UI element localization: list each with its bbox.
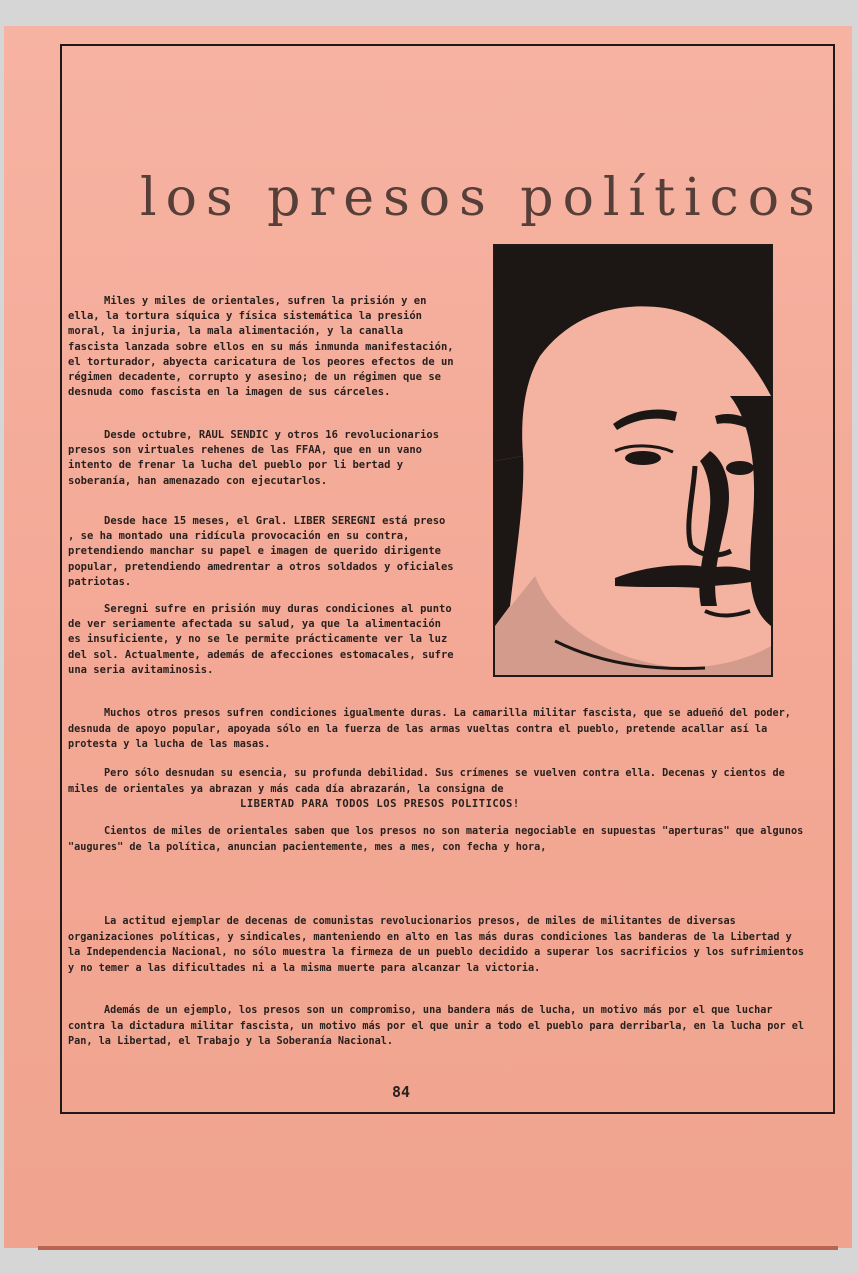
column-paragraph-4 <box>68 602 456 678</box>
bleed-through-text: ⠀ <box>440 92 479 143</box>
page-number: 84 <box>392 1083 411 1101</box>
column-paragraph-1 <box>68 294 456 400</box>
body-paragraph-8 <box>68 914 808 976</box>
woodcut-portrait-drawing <box>495 246 771 675</box>
paragraph-text: Desde hace 15 meses, el Gral. LIBER SEREGNI está preso , se ha montado una ridícula provocación en su contra, pretendiendo manchar su papel e imagen de querido dirigente popular, pretendiendo amedrentar a otros soldados y oficiales patriotas. <box>68 515 454 588</box>
paragraph-text: Además de un ejemplo, los presos son un compromiso, una bandera más de lucha, un motivo más por el que luchar contra la dictadura militar fascista, un motivo más por el que unir a todo el pueblo para derribarla, en la lucha por el Pan, la Libertad, el Trabajo y la Soberanía Nacional. <box>68 1005 805 1048</box>
paragraph-text: Pero sólo desnudan su esencia, su profunda debilidad. Sus crímenes se vuelven contra ella. Decenas y cientos de miles de orientales ya abrazan y más cada día abrazarán, la consigna de <box>68 768 785 795</box>
paragraph-text: Miles y miles de orientales, sufren la prisión y en ella, la tortura síquica y física sistemática la presión moral, la injuria, la mala alimentación, y la canalla fascista lanzada sobre ellos en su más inmunda manifestación, el torturador, abyecta caricatura de los peores efectos de un régimen decadente, corrupto y asesino; de un régimen que se desnuda como fascista en la imagen de sus cárceles. <box>68 295 454 399</box>
paper-bottom-edge <box>38 1246 838 1250</box>
paragraph-text: Desde octubre, RAUL SENDIC y otros 16 revolucionarios presos son virtuales rehenes de las FFAA, que en un vano intento de frenar la lucha del pueblo por li bertad y soberanía, han amenazado con ejecutarlos. <box>68 429 440 487</box>
portrait-image <box>493 244 773 677</box>
column-paragraph-2 <box>68 428 456 489</box>
paragraph-text: Cientos de miles de orientales saben que los presos no son materia negociable en supuestas "aperturas" que algunos "augures" de la política, anuncian pacientemente, mes a mes, con fecha y hora, <box>68 826 804 853</box>
body-paragraph-5 <box>68 706 808 753</box>
body-paragraph-7 <box>68 824 808 855</box>
paragraph-text: Seregni sufre en prisión muy duras condiciones al punto de ver seriamente afectada su salud, ya que la alimentación es insuficiente, y no se le permite prácticamente ver la luz del sol. Actualmente, además de afecciones estomacales, sufre una seria avitaminosis. <box>68 603 454 676</box>
body-paragraph-9 <box>68 1003 808 1050</box>
paragraph-text: Muchos otros presos sufren condiciones igualmente duras. La camarilla militar fascista, que se adueñó del poder, desnuda de apoyo popular, apoyada sólo en la fuerza de las armas vueltas contra el pueblo, pretende acallar así la protesta y la lucha de las masas. <box>68 708 791 751</box>
column-paragraph-3 <box>68 514 456 590</box>
slogan-line: LIBERTAD PARA TODOS LOS PRESOS POLITICOS! <box>240 798 520 810</box>
body-paragraph-6 <box>68 766 808 797</box>
paragraph-text: La actitud ejemplar de decenas de comunistas revolucionarios presos, de miles de militantes de diversas organizaciones políticas, y sindicales, manteniendo en alto en las más duras condiciones las banderas de la Libertad y la Independencia Nacional, no sólo muestra la firmeza de un pueblo decidido a superar los sacrificios y los sufrimientos y no temer a las dificultades ni a la misma muerte para alcanzar la victoria. <box>68 916 805 974</box>
page-title: los presos políticos <box>140 168 824 228</box>
